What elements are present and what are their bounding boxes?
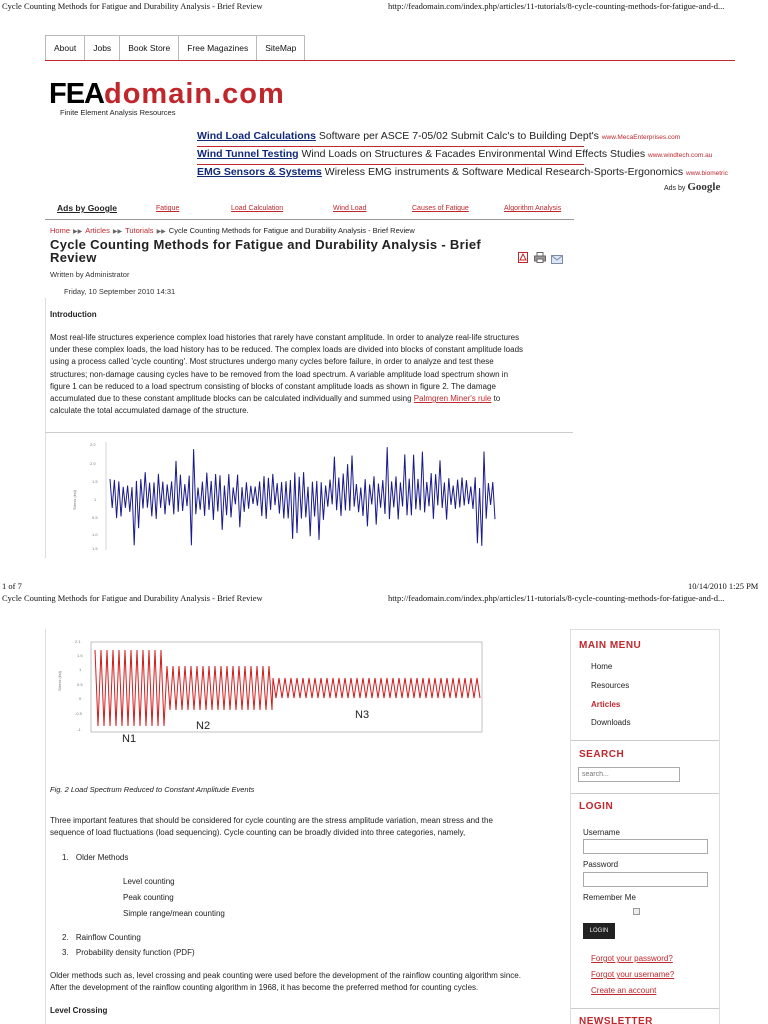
nav-book-store[interactable]: Book Store (120, 35, 179, 60)
article-date: Friday, 10 September 2010 14:31 (64, 287, 176, 296)
sidebar-divider (571, 793, 719, 794)
menu-item-downloads[interactable]: Downloads (591, 718, 631, 727)
ad-links-bar (45, 200, 574, 220)
nav-about[interactable]: About (46, 35, 85, 60)
breadcrumb-tutorials[interactable]: Tutorials (125, 226, 154, 235)
figure-1-load-history (70, 440, 500, 552)
sidebar-divider (571, 1008, 719, 1009)
fig2-ytick: 2.1 (75, 639, 81, 644)
ad-link-load-calculation[interactable]: Load Calculation (231, 205, 284, 212)
ad-title[interactable]: Wind Load Calculations (197, 130, 316, 142)
breadcrumb-arrow-icon: ▶▶ (73, 229, 83, 235)
print-header-url: http://feadomain.com/index.php/articles/11-tutorials/8-cycle-counting-methods-for-fatigue-and-d... (388, 1, 725, 11)
ad-link-causes-of-fatigue[interactable]: Causes of Fatigue (412, 205, 469, 212)
ad-links-label[interactable]: Ads by Google (57, 203, 117, 213)
menu-item-articles[interactable]: Articles (591, 700, 621, 709)
fig1-ytick: 1.0 (92, 532, 98, 537)
list-item (62, 947, 195, 959)
intro-line: using a process called 'cycle counting'. Most structures undergo many cycles before failure, in order to analyze and test these (50, 357, 494, 367)
ads-by-google[interactable] (664, 181, 720, 193)
ad-divider (197, 164, 584, 165)
fig2-ylabel: Stress (ksi) (57, 671, 62, 691)
sublist-item: Level counting (123, 877, 175, 886)
breadcrumb-arrow-icon: ▶▶ (156, 229, 166, 235)
menu-item-home[interactable]: Home (591, 662, 613, 671)
fig1-ytick: 2.0 (90, 461, 96, 466)
fig2-signal-line (95, 650, 480, 726)
intro-line: under these complex loads, the load history has to be reduced. The complex loads are divided into blocks of constant amplitude loads (50, 345, 524, 355)
intro-paragraph (50, 332, 570, 417)
fig2-ytick: 1 (79, 667, 82, 672)
forgot-username-link[interactable]: Forgot your username? (591, 970, 675, 979)
ad-text: Software per ASCE 7-05/02 Submit Calc's to Building Dept's (315, 130, 602, 142)
print-footer-page: 1 of 7 (2, 581, 22, 591)
pdf-icon[interactable] (518, 250, 528, 261)
breadcrumb-articles[interactable]: Articles (85, 226, 110, 235)
fig2-ytick: -1 (77, 727, 81, 732)
print-header-title: Cycle Counting Methods for Fatigue and Durability Analysis - Brief Review (2, 593, 263, 603)
logo-domain: domain.com (104, 78, 285, 110)
article-author: Written by Administrator (50, 270, 130, 279)
site-logo[interactable] (49, 78, 285, 111)
article-left-rule (45, 629, 46, 1024)
fig1-ytick: 1.5 (92, 546, 98, 551)
intro-line (50, 393, 570, 405)
intro-heading: Introduction (50, 310, 97, 319)
breadcrumb-current: Cycle Counting Methods for Fatigue and Durability Analysis - Brief Review (168, 226, 415, 235)
search-input[interactable] (578, 767, 680, 782)
fig1-ylabel: Stress (ksi) (72, 490, 77, 510)
print-icon[interactable] (534, 250, 546, 261)
remember-me-checkbox[interactable] (633, 908, 640, 915)
main-menu-heading: MAIN MENU (579, 640, 642, 651)
breadcrumb-home[interactable]: Home (50, 226, 71, 235)
list-number: 1. (62, 853, 69, 862)
login-button[interactable]: LOGIN (583, 923, 615, 939)
list-text: Older Methods (75, 853, 129, 862)
password-label: Password (583, 860, 619, 869)
intro-line: figure 1 can be reduced to a load spectrum consisting of blocks of constant amplitude loads as shown in figure 2. The damage (50, 381, 496, 391)
ad-text: Wireless EMG instruments & Software Medical Research-Sports-Ergonomics (321, 166, 687, 178)
breadcrumb-arrow-icon: ▶▶ (112, 229, 123, 235)
fig2-label-n3: N3 (355, 709, 370, 721)
ad-title[interactable]: Wind Tunnel Testing (197, 148, 299, 160)
fig1-ytick: 1 (94, 497, 97, 502)
list-item (62, 932, 141, 944)
intro-line: Most real-life structures experience complex load histories that rarely have constant amplitude. In order to analyze real-life structures (50, 333, 520, 342)
nav-sitemap[interactable]: SiteMap (257, 35, 305, 60)
paragraph-older-methods (50, 970, 565, 994)
article-title: Cycle Counting Methods for Fatigue and Durability Analysis - Brief Review (50, 237, 482, 265)
sublist-item: Simple range/mean counting (123, 909, 225, 918)
menu-item-resources[interactable]: Resources (591, 681, 630, 690)
fig1-ytick: 1.5 (92, 479, 98, 484)
fig1-ytick: 2.2 (90, 442, 96, 447)
ad-divider (197, 146, 584, 147)
google-logo: Google (687, 181, 721, 193)
logo-subtitle: Finite Element Analysis Resources (60, 108, 176, 117)
ad-url[interactable]: www.biometric (686, 170, 728, 177)
search-heading: SEARCH (579, 749, 625, 760)
paragraph-line: After the development of the rainflow counting algorithm in 1968, it has become the preferred method for counting cycles. (50, 983, 479, 993)
ad-url[interactable]: www.windtech.com.au (648, 152, 713, 159)
fig1-ytick: 0.5 (92, 515, 98, 520)
ad-item[interactable] (197, 130, 680, 142)
email-icon[interactable] (551, 251, 563, 260)
fig2-ytick: -0.5 (75, 711, 82, 716)
figure-2-caption: Fig. 2 Load Spectrum Reduced to Constant Amplitude Events (50, 785, 255, 794)
fig2-label-n1: N1 (122, 733, 137, 745)
forgot-password-link[interactable]: Forgot your password? (591, 954, 673, 963)
sidebar-divider (571, 740, 719, 741)
top-nav (45, 35, 305, 60)
fig2-ytick: 0.5 (77, 682, 83, 687)
paragraph-line: sequence of load fluctuations (load sequencing). Cycle counting can be broadly divided into three categories, namely, (50, 828, 466, 838)
paragraph-line: Three important features that should be considered for cycle counting are the stress amplitude variation, mean stress and the (50, 816, 493, 825)
paragraph-line: Older methods such as, level crossing and peak counting were used before the development of the rainflow counting algorithm since. (50, 971, 521, 980)
ad-link-wind-load[interactable]: Wind Load (333, 205, 367, 212)
paragraph-features (50, 815, 565, 839)
nav-jobs[interactable]: Jobs (85, 35, 120, 60)
fig2-label-n2: N2 (196, 720, 211, 732)
remember-me-label: Remember Me (583, 893, 636, 902)
intro-line: structures; non-damage causing cycles have to be removed from the load spectrum. A variable amplitude load spectrum shown in (50, 369, 509, 379)
logo-fea: FEA (49, 78, 104, 110)
ad-title[interactable]: EMG Sensors & Systems (197, 166, 322, 178)
ad-link-fatigue[interactable]: Fatigue (156, 205, 180, 212)
ad-links-rule (45, 219, 574, 220)
sublist-item: Peak counting (123, 893, 174, 902)
list-number: 3. (62, 948, 69, 957)
fig2-ytick: 1.5 (77, 653, 83, 658)
article-left-rule (45, 298, 46, 558)
fig1-signal-line (110, 447, 495, 546)
list-text: Rainflow Counting (75, 933, 141, 942)
header-rule (45, 60, 735, 61)
breadcrumb (50, 226, 415, 235)
ad-link-algorithm-analysis[interactable]: Algorithm Analysis (504, 205, 562, 212)
login-heading: LOGIN (579, 801, 614, 812)
ads-by-prefix: Ads by (664, 185, 688, 192)
palmgren-miner-link[interactable]: Palmgren Miner's rule (413, 394, 492, 404)
print-header-title: Cycle Counting Methods for Fatigue and Durability Analysis - Brief Review (2, 1, 263, 11)
print-header-url: http://feadomain.com/index.php/articles/11-tutorials/8-cycle-counting-methods-for-fatigue-and-d... (388, 593, 725, 603)
nav-free-magazines[interactable]: Free Magazines (179, 35, 257, 60)
sidebar (570, 629, 720, 1024)
ad-text: Wind Loads on Structures & Facades Environmental Wind Effects Studies (298, 148, 648, 160)
fig2-ytick: 0 (79, 696, 82, 701)
print-footer-datetime: 10/14/2010 1:25 PM (688, 581, 759, 591)
level-crossing-heading: Level Crossing (50, 1006, 108, 1015)
ad-item[interactable] (197, 148, 712, 160)
intro-line-text: to (491, 394, 501, 404)
newsletter-heading: NEWSLETTER (579, 1016, 653, 1024)
section-rule (45, 432, 573, 433)
ad-item[interactable] (197, 166, 728, 178)
list-text: Probability density function (PDF) (75, 948, 195, 957)
figure-2-load-spectrum (55, 636, 485, 748)
list-number: 2. (62, 933, 69, 942)
ad-url[interactable]: www.MecaEnterprises.com (601, 134, 681, 141)
username-field[interactable] (583, 839, 708, 854)
intro-line-text: accumulated due to these constant amplitude blocks can be calculated individually and summed using (50, 394, 414, 404)
list-item (62, 852, 128, 864)
username-label: Username (583, 828, 620, 837)
intro-line: calculate the total accumulated damage of the structure. (50, 406, 249, 416)
create-account-link[interactable]: Create an account (591, 986, 657, 995)
password-field[interactable] (583, 872, 708, 887)
